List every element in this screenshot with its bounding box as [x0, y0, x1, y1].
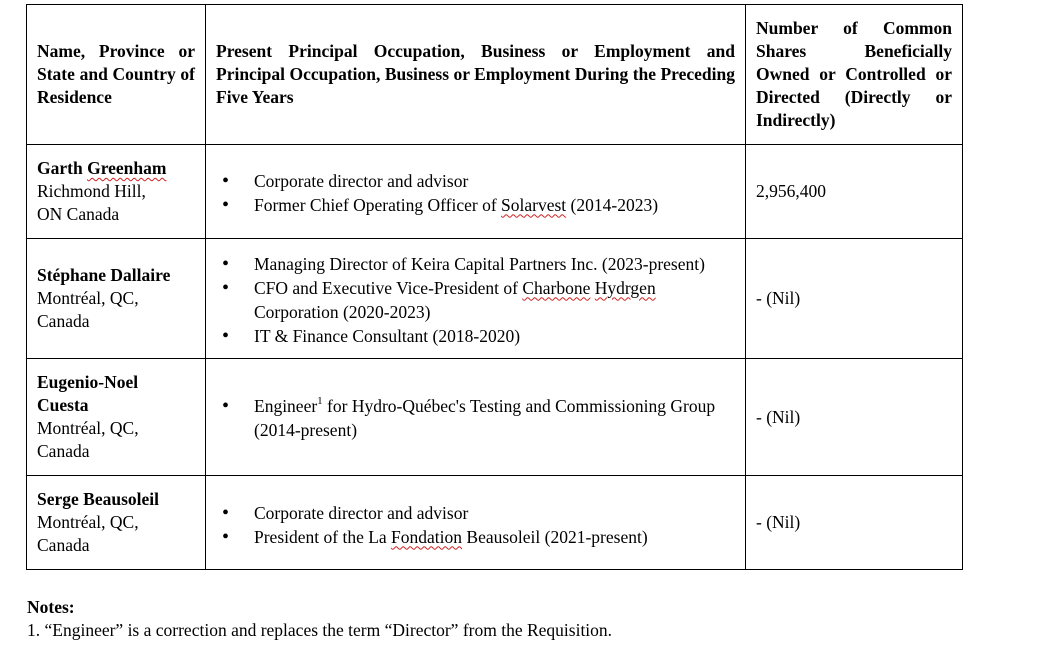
notes-section	[27, 596, 1027, 642]
occupation-item: • Corporate director and advisor	[216, 169, 735, 193]
nominee-location-line1: Montréal, QC,	[37, 512, 139, 532]
nominee-name-cell	[27, 476, 206, 570]
occupation-cell	[206, 359, 746, 476]
shares-cell: - (Nil)	[746, 239, 963, 359]
footnote-mark: 1	[317, 394, 323, 407]
occupation-item: • Former Chief Operating Officer of Solarvest (2014-2023)	[216, 193, 735, 217]
table-header-row	[27, 5, 963, 145]
nominee-name: Garth Greenham	[37, 158, 167, 178]
nominee-location-line2: Canada	[37, 441, 90, 461]
nominees-table	[26, 4, 963, 570]
table-row	[27, 476, 963, 570]
nominee-location-line1: Montréal, QC,	[37, 288, 139, 308]
header-common-shares: Number of Common Shares Beneficially Owned or Controlled or Directed (Directly or Indirectly)	[746, 5, 963, 145]
shares-cell: - (Nil)	[746, 476, 963, 570]
nominee-location-line2: Canada	[37, 311, 90, 331]
nominee-name-line1: Eugenio-Noel	[37, 372, 139, 392]
occupation-item: • Managing Director of Keira Capital Partners Inc. (2023-present)	[216, 252, 735, 276]
nominee-name-line2: Cuesta	[37, 395, 89, 415]
nominee-location-line1: Richmond Hill,	[37, 181, 146, 201]
nominee-location-line1: Montréal, QC,	[37, 418, 139, 438]
occupation-cell	[206, 145, 746, 239]
shares-cell: 2,956,400	[746, 145, 963, 239]
occupation-item: • Engineer$^1$ for Hydro-Québec's Testing and Commissioning Group (2014-present)	[216, 394, 735, 442]
occupation-list	[216, 501, 735, 549]
nominee-name: Serge Beausoleil	[37, 489, 159, 509]
table-row	[27, 359, 963, 476]
header-occupation: Present Principal Occupation, Business or Employment and Principal Occupation, Business or Employment During the Preceding Five Years	[206, 5, 746, 145]
nominee-name-cell	[27, 239, 206, 359]
occupation-list	[216, 394, 735, 442]
note-item: 1. “Engineer” is a correction and replaces the term “Director” from the Requisition.	[27, 620, 613, 640]
occupation-item: • Corporate director and advisor	[216, 501, 735, 525]
nominee-name: Stéphane Dallaire	[37, 265, 171, 285]
nominee-name-cell	[27, 145, 206, 239]
nominee-location-line2: Canada	[37, 535, 90, 555]
nominee-name-cell	[27, 359, 206, 476]
occupation-cell	[206, 476, 746, 570]
occupation-item: • CFO and Executive Vice-President of Charbone Hydrgen Corporation (2020-2023)	[216, 276, 735, 324]
nominee-location-line2: ON Canada	[37, 204, 120, 224]
notes-title: Notes:	[27, 597, 75, 617]
occupation-cell	[206, 239, 746, 359]
occupation-list	[216, 169, 735, 217]
table-row	[27, 145, 963, 239]
occupation-list	[216, 252, 735, 348]
header-name-residence: Name, Province or State and Country of Residence	[27, 5, 206, 145]
shares-cell: - (Nil)	[746, 359, 963, 476]
table-row	[27, 239, 963, 359]
occupation-item: • IT & Finance Consultant (2018-2020)	[216, 324, 735, 348]
occupation-item: • President of the La Fondation Beausoleil (2021-present)	[216, 525, 735, 549]
